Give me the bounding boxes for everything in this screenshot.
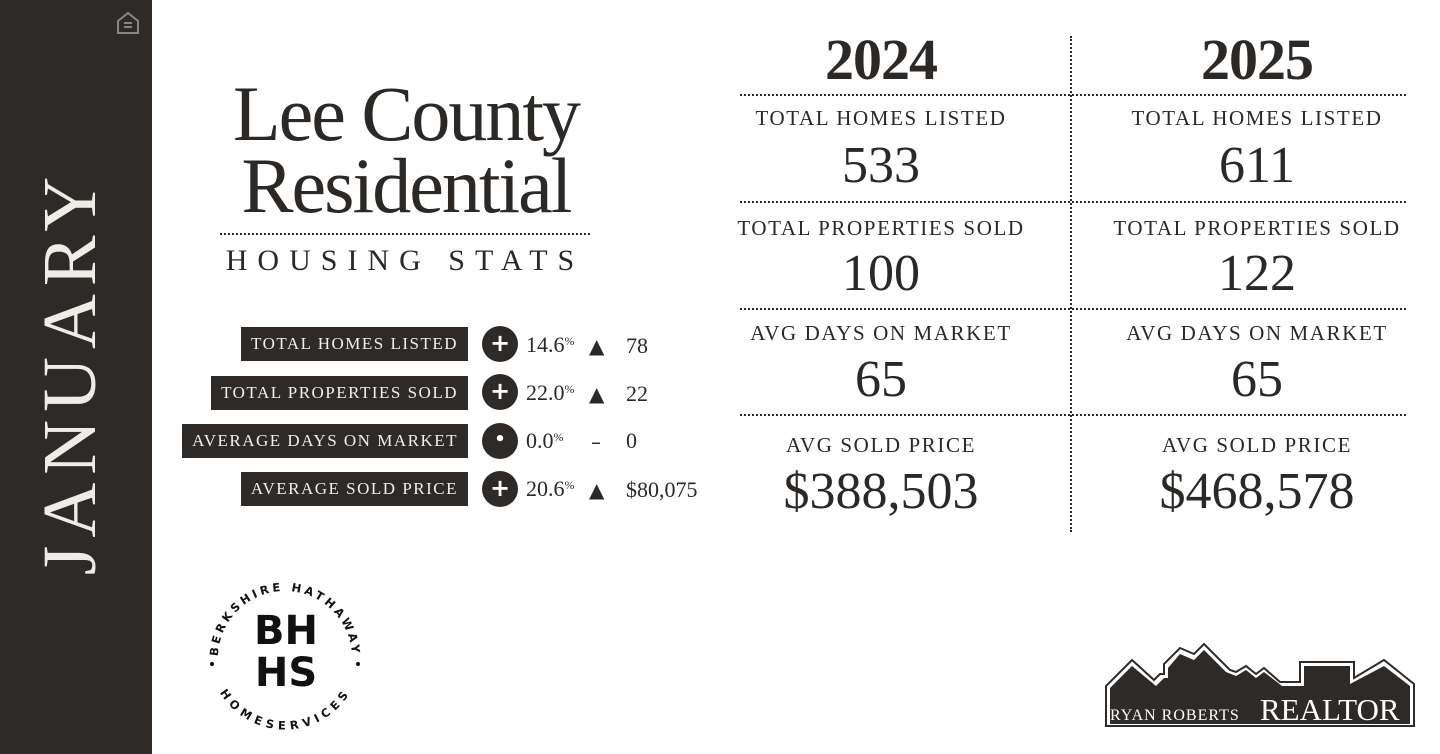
stat-value: 65 xyxy=(1231,351,1283,408)
row-divider xyxy=(740,94,1406,96)
realtor-logo xyxy=(1104,640,1416,728)
stat-label: AVG SOLD PRICE xyxy=(1161,433,1353,457)
stat-value: 122 xyxy=(1218,245,1296,302)
comparison-difference: 22 xyxy=(626,381,648,406)
comparison-difference: $80,075 xyxy=(626,477,698,502)
title-line-1: Lee County xyxy=(232,70,580,157)
stat-label: TOTAL PROPERTIES SOLD xyxy=(737,216,1025,240)
comparison-row-properties-sold xyxy=(0,376,468,410)
logo-line-1: BH xyxy=(254,608,318,654)
stat-label: AVG DAYS ON MARKET xyxy=(750,321,1012,345)
stat-label: TOTAL PROPERTIES SOLD xyxy=(1113,216,1401,240)
logo-line-2: HS xyxy=(254,650,318,696)
stat-label: TOTAL HOMES LISTED xyxy=(755,106,1007,130)
comparison-percent xyxy=(526,426,564,456)
comparison-label: TOTAL HOMES LISTED xyxy=(241,327,468,361)
stat-label: TOTAL HOMES LISTED xyxy=(1131,106,1383,130)
percent-value: 20.6 xyxy=(526,476,565,501)
comparison-label: TOTAL PROPERTIES SOLD xyxy=(211,376,468,410)
equal-housing-icon xyxy=(116,10,140,36)
realtor-name: RYAN ROBERTS xyxy=(1110,707,1240,724)
page-subtitle: HOUSING STATS xyxy=(225,244,585,277)
plus-icon: + xyxy=(482,326,518,362)
comparison-percent xyxy=(526,378,575,408)
dot-icon: • xyxy=(482,423,518,459)
percent-value: 14.6 xyxy=(526,332,565,357)
realtor-title: REALTOR xyxy=(1260,692,1400,727)
row-divider xyxy=(740,201,1406,203)
comparison-row-sold-price xyxy=(0,472,468,506)
stat-value: 65 xyxy=(855,351,907,408)
comparison-percent xyxy=(526,474,575,504)
month-label: JANUARY xyxy=(28,168,112,576)
percent-unit: % xyxy=(564,334,575,348)
comparison-percent xyxy=(526,330,575,360)
comparison-row-days-on-market xyxy=(0,424,468,458)
comparison-difference: 0 xyxy=(626,428,637,453)
stat-value: $468,578 xyxy=(1159,463,1355,520)
page-title xyxy=(222,70,590,229)
column-divider xyxy=(1070,36,1072,532)
bhhs-logo xyxy=(200,566,370,736)
plus-icon: + xyxy=(482,471,518,507)
dash-icon: – xyxy=(591,430,601,454)
year-heading-2024: 2024 xyxy=(825,27,937,92)
percent-unit: % xyxy=(564,382,575,396)
stat-value: 533 xyxy=(842,137,920,194)
plus-icon: + xyxy=(482,374,518,410)
up-triangle-icon: ▲ xyxy=(589,334,605,358)
percent-unit: % xyxy=(553,430,564,444)
comparison-difference: 78 xyxy=(626,333,648,358)
stat-value: $388,503 xyxy=(783,463,979,520)
up-triangle-icon: ▲ xyxy=(589,382,605,406)
comparison-row-homes-listed xyxy=(0,327,468,361)
percent-value: 22.0 xyxy=(526,380,565,405)
logo-ring-bottom: HOMESERVICES xyxy=(217,686,353,733)
percent-value: 0.0 xyxy=(526,428,554,453)
stat-value: 611 xyxy=(1218,137,1296,194)
comparison-label: AVERAGE DAYS ON MARKET xyxy=(182,424,468,458)
stat-label: AVG SOLD PRICE xyxy=(785,433,977,457)
logo-ring-top: BERKSHIRE HATHAWAY xyxy=(206,579,364,657)
percent-unit: % xyxy=(564,478,575,492)
row-divider xyxy=(740,308,1406,310)
row-divider xyxy=(740,414,1406,416)
year-heading-2025: 2025 xyxy=(1201,27,1313,92)
title-divider xyxy=(220,233,590,235)
up-triangle-icon: ▲ xyxy=(589,478,605,502)
comparison-label: AVERAGE SOLD PRICE xyxy=(241,472,468,506)
stat-value: 100 xyxy=(842,245,920,302)
title-line-2: Residential xyxy=(241,142,571,229)
stat-label: AVG DAYS ON MARKET xyxy=(1126,321,1388,345)
